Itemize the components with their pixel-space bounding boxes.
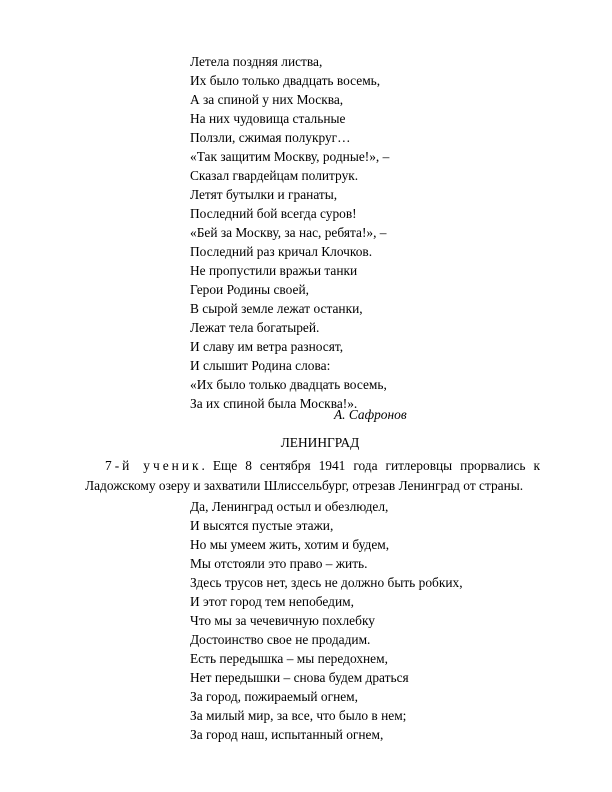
poem-line: За город, пожираемый огнем, [190,689,358,704]
poem-line: Есть передышка – мы передохнем, [190,651,388,666]
poem-line: Лежат тела богатырей. [190,320,320,335]
poem-line: Что мы за чечевичную похлебку [190,613,375,628]
poem-leningrad [190,497,463,744]
poem-line: И слышит Родина слова: [190,358,331,373]
poem-line: Ползли, сжимая полукруг… [190,130,351,145]
poem-line: На них чудовища стальные [190,111,346,126]
poem-line: Их было только двадцать восемь, [190,73,381,88]
poem-line: Мы отстояли это право – жить. [190,556,368,571]
poem-line: «Так защитим Москву, родные!», – [190,149,390,164]
poem-line: Герои Родины своей, [190,282,309,297]
poem-line: А за спиной у них Москва, [190,92,344,107]
poem-line: И славу им ветра разносят, [190,339,344,354]
poem-line: Летела поздняя листва, [190,54,323,69]
poem-line: Последний бой всегда суров! [190,206,357,221]
speaker-label: 7-й ученик [105,458,202,473]
poem-line: Летят бутылки и гранаты, [190,187,338,202]
poem-line: Последний раз кричал Клочков. [190,244,373,259]
poem-line: Не пропустили вражьи танки [190,263,358,278]
poem-line: Но мы умеем жить, хотим и будем, [190,537,390,552]
poem-line: Да, Ленинград остыл и обезлюдел, [190,499,389,514]
poem-moscow [190,52,389,413]
section-heading: ЛЕНИНГРАД [280,435,360,450]
poem-line: За их спиной была Москва!». [190,396,358,411]
poem-line: Достоинство свое не продадим. [190,632,371,647]
poem-line: И высятся пустые этажи, [190,518,334,533]
narration-paragraph [85,456,540,496]
poem-author-signature: А. Сафронов [334,407,407,422]
poem-line: В сырой земле лежат останки, [190,301,363,316]
poem-line: Сказал гвардейцам политрук. [190,168,359,183]
poem-line: За город наш, испытанный огнем, [190,727,384,742]
poem-line: «Их было только двадцать восемь, [190,377,387,392]
poem-line: Нет передышки – снова будем драться [190,670,409,685]
poem-line: «Бей за Москву, за нас, ребята!», – [190,225,387,240]
poem-line: И этот город тем непобедим, [190,594,354,609]
poem-line: За милый мир, за все, что было в нем; [190,708,407,723]
poem-line: Здесь трусов нет, здесь не должно быть робких, [190,575,463,590]
narration-text: . Еще 8 сентября 1941 года гитлеровцы прорвались к Ладожскому озеру и захватили Шлиссельбург, отрезав Ленинград от страны. [85,458,540,493]
